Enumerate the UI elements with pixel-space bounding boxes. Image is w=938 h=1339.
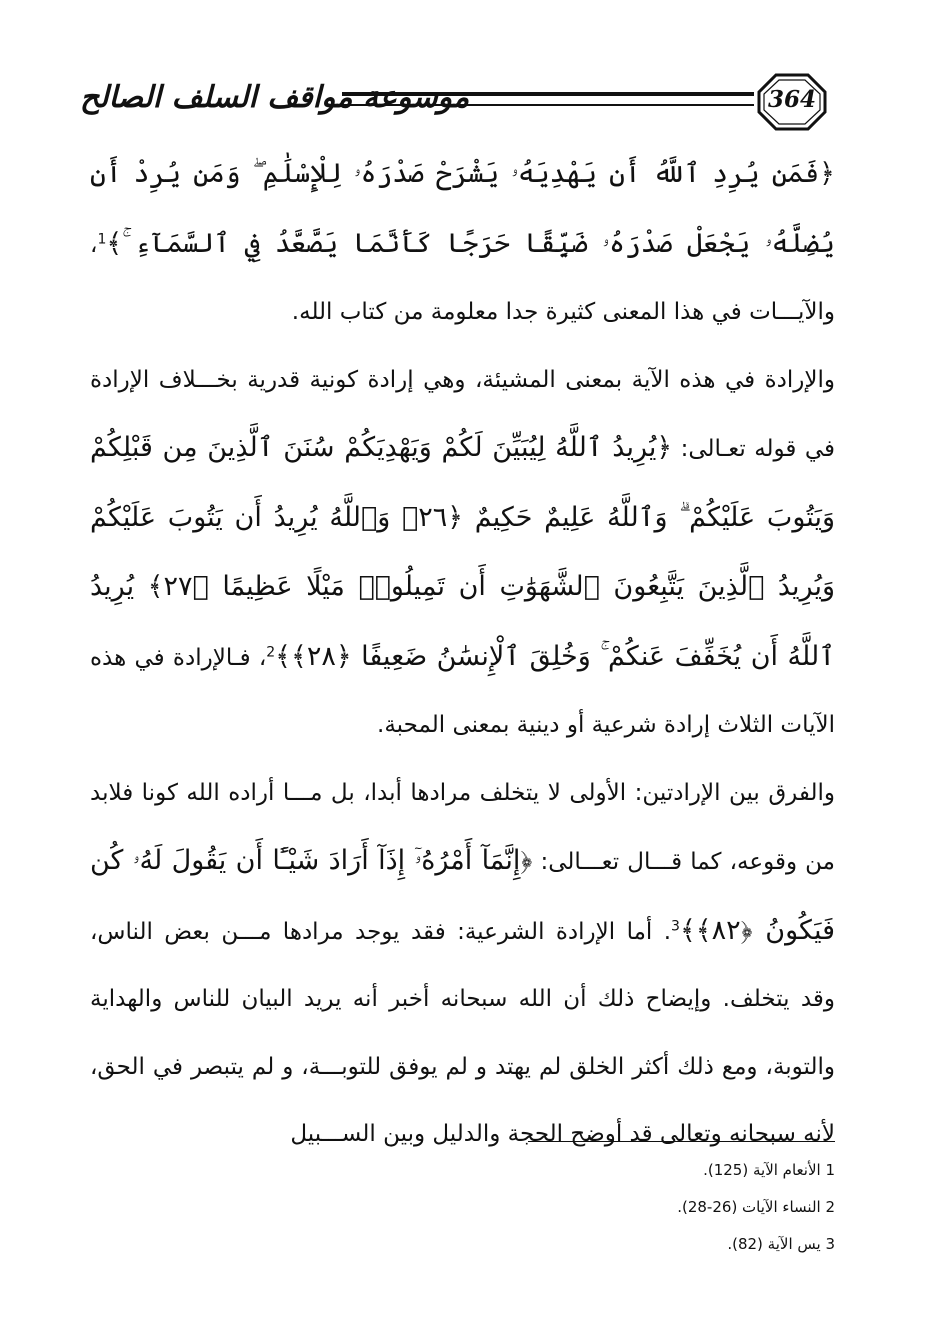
- quran-verse: ﴿إِنَّمَآ أَمْرُهُۥٓ إِذَآ أَرَادَ شَيْـًٔا أَن يَقُولَ لَهُۥ كُن فَيَكُونُ ﴿٨٢﴾﴾: [90, 845, 835, 946]
- paragraph-2: [90, 347, 835, 760]
- paragraph-text: ، والآيـــات في هذا المعنى كثيرة جدا معلومة من كتاب الله.: [90, 231, 835, 325]
- paragraph-text: والإرادة في هذه الآية بمعنى المشيئة، وهي إرادة كونية قدرية بخـــلاف الإرادة في قوله تعـالى:: [90, 366, 835, 462]
- paragraph-3: [90, 760, 835, 1169]
- footnote-1: 1 الأنعام الآية (125).: [703, 1161, 835, 1179]
- paragraph-text: ، فـالإرادة في هذه الآيات الثلاث إرادة شرعية أو دينية بمعنى المحبة.: [90, 644, 835, 738]
- footnote-2: 2 النساء الآيات (26-28).: [677, 1198, 835, 1216]
- page-header: [80, 72, 840, 132]
- page-number-badge: [756, 72, 828, 132]
- paragraph-text: والفرق بين الإرادتين: الأولى لا يتخلف مرادها أبدا، بل مـــا أراده الله كونا فلابد من وقوعه، كما قـــال تعـــالى:: [90, 779, 835, 875]
- quran-verse: ﴿فَمَن يُرِدِ ٱللَّهُ أَن يَهْدِيَهُۥ يَشْرَحْ صَدْرَهُۥ لِلْإِسْلَٰمِ ۖ وَمَن يُرِدْ أَن يُضِلَّهُۥ يَجْعَلْ صَدْرَهُۥ ضَيِّقًا حَرَجًا كَأَنَّمَا يَصَّعَّدُ فِي ٱلسَّمَآءِ ۚ﴾: [90, 158, 835, 259]
- footnotes: [400, 1152, 835, 1263]
- page-number: 364: [767, 86, 816, 113]
- book-title: موسوعة مواقف السلف الصالح: [80, 80, 470, 115]
- footnote-separator: [528, 1141, 835, 1142]
- main-text: [90, 140, 835, 1169]
- paragraph-text: . أما الإرادة الشرعية: فقد يوجد مرادها مـــن بعض الناس، وقد يتخلف. وإيضاح ذلك أن الله سبحانه أخبر أنه يريد البيان للناس والهداية والتوبة، ومع ذلك أكثر الخلق لم يهتد و لم يوفق للتوبـــة، و لم يتبصر في الحق، لأنه سبحانه وتعالى قد أوضح الحجة والدليل وبين الســـبيل: [90, 918, 835, 1147]
- quran-verse: ﴿يُرِيدُ ٱللَّهُ لِيُبَيِّنَ لَكُمْ وَيَهْدِيَكُمْ سُنَنَ ٱلَّذِينَ مِن قَبْلِكُمْ وَيَتُوبَ عَلَيْكُمْ ۗ وَٱللَّهُ عَلِيمٌ حَكِيمٌ ﴿٢٦﴾ وَٱللَّهُ يُرِيدُ أَن يَتُوبَ عَلَيْكُمْ وَيُرِيدُ ٱلَّذِينَ يَتَّبِعُونَ ٱلشَّهَوَٰتِ أَن تَمِيلُوا۟ مَيْلًا عَظِيمًا ﴿٢٧﴾ يُرِيدُ ٱللَّهُ أَن يُخَفِّفَ عَنكُمْ ۚ وَخُلِقَ ٱلْإِنسَٰنُ ضَعِيفًا ﴿٢٨﴾﴾: [90, 432, 836, 672]
- paragraph-1: [90, 140, 835, 347]
- footnote-3: 3 يس الآية (82).: [727, 1235, 835, 1253]
- header-rule: [342, 92, 754, 106]
- footnote-ref: 3: [671, 917, 680, 934]
- footnote-ref: 2: [266, 643, 276, 660]
- footnote-ref: 1: [97, 230, 107, 247]
